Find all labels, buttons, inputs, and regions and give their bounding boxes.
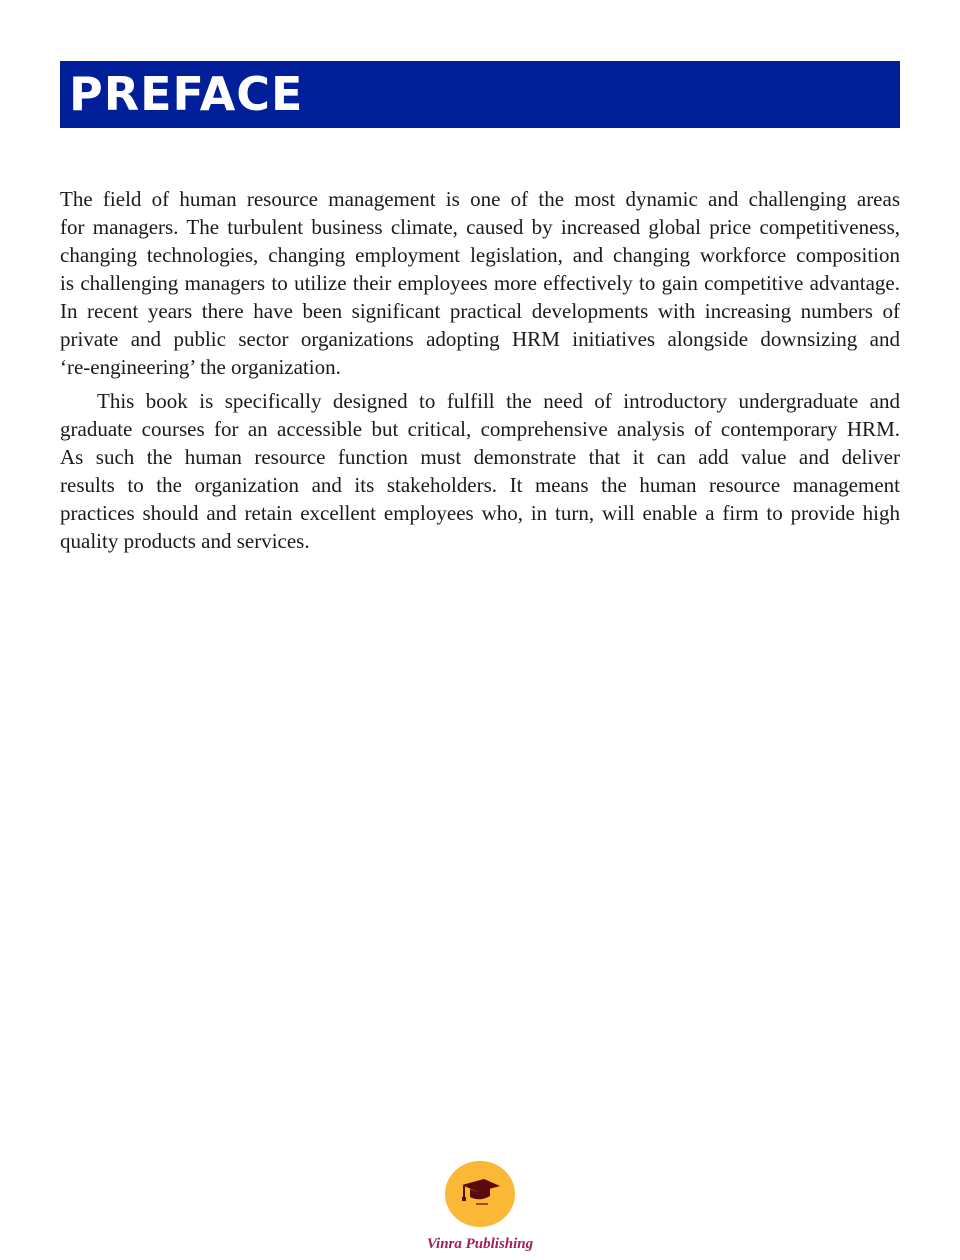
text-line: is challenging managers to utilize their employees more effectively to gain competitive advantage. bbox=[60, 271, 900, 295]
preface-body bbox=[60, 185, 900, 561]
page-title: PREFACE bbox=[69, 67, 304, 121]
text-line: quality products and services. bbox=[60, 529, 310, 553]
text-line: The field of human resource management is one of the most dynamic and challenging areas bbox=[60, 187, 900, 211]
text-line: results to the organization and its stakeholders. It means the human resource management bbox=[60, 473, 900, 497]
graduation-cap-icon bbox=[458, 1175, 502, 1211]
text-line: ‘re-engineering’ the organization. bbox=[60, 355, 341, 379]
paragraph-2 bbox=[60, 387, 900, 555]
title-banner bbox=[60, 61, 900, 128]
publisher-name: Vinra Publishing bbox=[426, 1236, 534, 1252]
paragraph-1 bbox=[60, 185, 900, 381]
text-line: In recent years there have been significant practical developments with increasing numbers of bbox=[60, 299, 900, 323]
text-line: for managers. The turbulent business climate, caused by increased global price competitiveness, bbox=[60, 215, 900, 239]
text-line: private and public sector organizations adopting HRM initiatives alongside downsizing and bbox=[60, 327, 900, 351]
text-line: This book is specifically designed to fulfill the need of introductory undergraduate and bbox=[97, 389, 900, 413]
text-line: changing technologies, changing employment legislation, and changing workforce composition bbox=[60, 243, 900, 267]
publisher-logo bbox=[445, 1161, 515, 1227]
text-line: practices should and retain excellent employees who, in turn, will enable a firm to provide high bbox=[60, 501, 900, 525]
text-line: As such the human resource function must demonstrate that it can add value and deliver bbox=[60, 445, 900, 469]
text-line: graduate courses for an accessible but critical, comprehensive analysis of contemporary HRM. bbox=[60, 417, 900, 441]
